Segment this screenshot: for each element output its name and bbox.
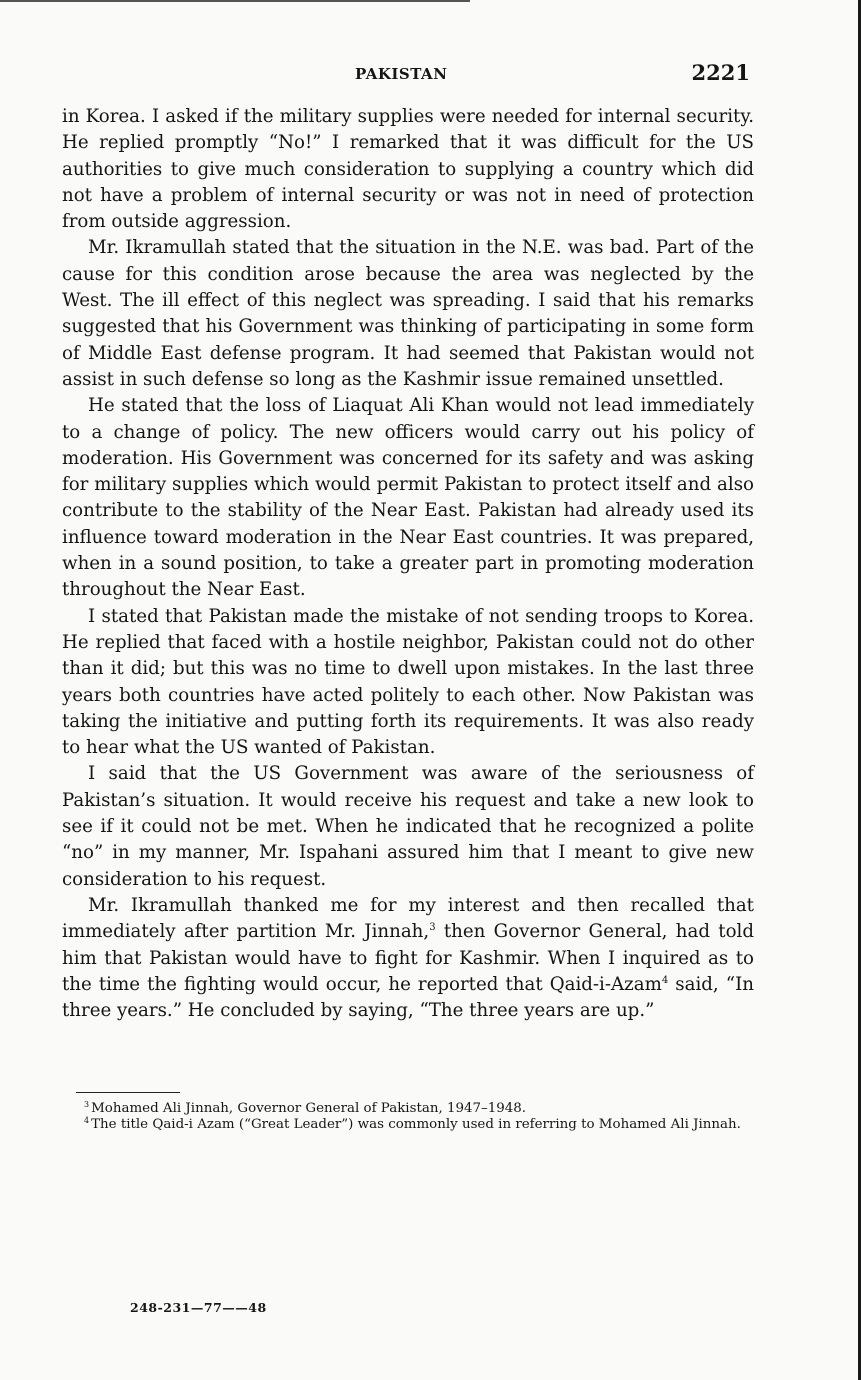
paragraph-3: He stated that the loss of Liaquat Ali Khan would not lead immediately to a change of policy. The new officers would carry out his policy of moderation. His Government was concerned for its safety and was asking for military supplies which would permit Pakistan to protect itself and also contribute to the stability of the Near East. Pakistan had already used its influence toward moderation in the Near East countries. It was prepared, when in a sound position, to take a greater part in promoting moderation throughout the Near East. xyxy=(62,395,754,601)
paragraph-6-part-b: then Governor General, had told him that Pakistan would have to fight for Kashmir. When I inquired as to the time the fighting would occur, he reported that Qaid-i-Azam xyxy=(62,921,754,995)
paragraph-6-part-a: Mr. Ikramullah thanked me for my interest and then recalled that immediately after partition Mr. Jinnah, xyxy=(62,894,754,943)
paragraph-6-part-c: said, “In three years.” He concluded by saying, “The three years are up.” xyxy=(62,973,754,1022)
footnote-4-mark: 4 xyxy=(84,1115,90,1125)
footnotes xyxy=(74,1101,760,1133)
paragraph-4: I stated that Pakistan made the mistake of not sending troops to Korea. He replied that faced with a hostile neighbor, Pakistan could not do other than it did; but this was no time to dwell upon mistakes. In the last three years both countries have acted politely to each other. Now Pakistan was taking the initiative and putting forth its requirements. It was also ready to hear what the US wanted of Pakistan. xyxy=(62,605,754,759)
footnote-separator xyxy=(76,1092,180,1093)
footnote-3-mark: 3 xyxy=(84,1099,90,1109)
running-head xyxy=(60,60,750,90)
footnote-ref-4: 4 xyxy=(661,974,669,986)
footnote-4 xyxy=(74,1117,760,1133)
footnote-ref-3: 3 xyxy=(429,922,436,934)
running-title: PAKISTAN xyxy=(355,65,448,83)
footnote-4-text: The title Qaid-i Azam (“Great Leader”) was commonly used in referring to Mohamed Ali Jinnah. xyxy=(91,1117,741,1132)
top-scan-rule xyxy=(0,0,470,2)
footnote-3-text: Mohamed Ali Jinnah, Governor General of Pakistan, 1947–1948. xyxy=(91,1101,527,1116)
paragraph-1: in Korea. I asked if the military supplies were needed for internal security. He replied promptly “No!” I remarked that it was difficult for the US authorities to give much consideration to supplying a country which did not have a problem of internal security or was not in need of protection from outside aggression. xyxy=(62,106,754,233)
page-number: 2221 xyxy=(691,60,750,85)
paragraph-2: Mr. Ikramullah stated that the situation in the N.E. was bad. Part of the cause for this condition arose because the area was neglected by the West. The ill effect of this neglect was spreading. I said that his remarks suggested that his Government was thinking of participating in some form of Middle East defense program. It had seemed that Pakistan would not assist in such defense so long as the Kashmir issue remained unsettled. xyxy=(62,237,754,390)
print-code: 248-231—77——48 xyxy=(130,1300,267,1315)
paragraph-6 xyxy=(62,893,754,1024)
footnote-3 xyxy=(74,1101,760,1117)
body-text xyxy=(62,104,754,1024)
paragraph-5: I said that the US Government was aware of the seriousness of Pakistan’s situation. It would receive his request and take a new look to see if it could not be met. When he indicated that he recognized a polite “no” in my manner, Mr. Ispahani assured him that I meant to give new consideration to his request. xyxy=(62,763,754,890)
